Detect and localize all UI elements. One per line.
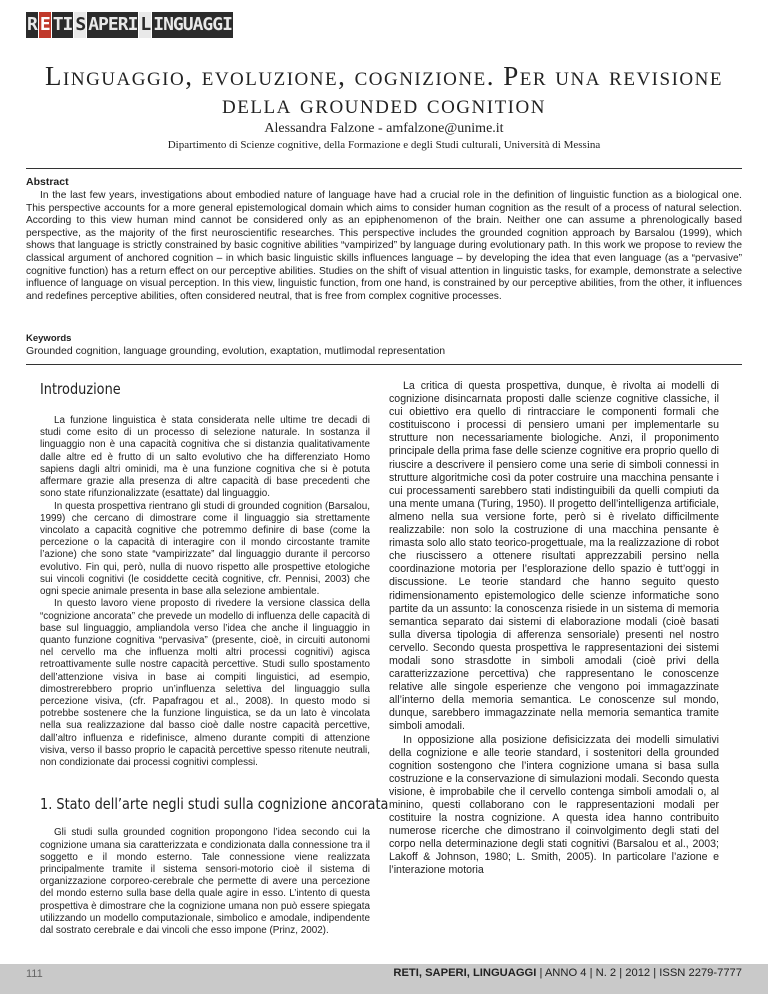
paragraph: La critica di questa prospettiva, dunque, è rivolta ai modelli di cognizione disincarnata proposti dalle scienze cognitive classiche, il cui obiettivo era quello di rintracciare le componenti formali che costituiscono i processi di pensiero umani per implementarle su strutture non necessariamente biologiche. Anzi, il proponimento principale della prima fase delle scienze cognitive era proprio quello di riuscire a descrivere il pensiero come una serie di simboli connessi in strutture algoritmiche così da poter costruire una macchina pensante i cui processamenti sarebbero stati indistinguibili da quelli compiuti da una mente umana (Turing, 1950). Il progetto dell’intelligenza artificiale, almeno nella sua versione forte, però si è rivelato difficilmente realizzabile: non solo la costruzione di una macchina pensante è rimasta solo allo stato teorico-progettuale, ma la realizzazione di robot che riuscissero a ottenere risultati apprezzabili persino nella coordinazione motoria per l’esplorazione dello spazio è tutt’oggi in discussione. Le teorie standard che hanno seguito questo ridimensionamento epistemologico delle scienze informatiche sono partite da un assunto: la conoscenza risiede in un sistema di memoria semantica separato dai sistemi di elaborazione modali (cioè basati sulla diversa tipologia di afferenza sensoriale) presenti nel nostro cervello. Secondo questa prospettiva le rappresentazioni dei sistemi modali sono strasdotte in simboli amodali (cioè privi della caratterizzazione percettiva) che rappresentano le conoscenze relative alle singole esperienze che vengono poi immagazzinate all’interno della memoria semantica. Le conoscenze sul mondo, dunque, sarebbero immagazzinate nella memoria semantica tramite simboli amodali. bbox=[389, 380, 719, 733]
logo-part: INGUAGGI bbox=[152, 12, 233, 38]
logo-part: E bbox=[39, 12, 51, 38]
bottom-divider bbox=[26, 364, 742, 365]
abstract-heading: Abstract bbox=[26, 176, 69, 188]
logo-part: L bbox=[139, 12, 151, 38]
journal-issue: | ANNO 4 | N. 2 | 2012 | ISSN 2279-7777 bbox=[536, 967, 742, 979]
logo-part: S bbox=[74, 12, 86, 38]
journal-logo bbox=[26, 12, 233, 38]
logo-part: R bbox=[26, 12, 38, 38]
keywords-text: Grounded cognition, language grounding, evolution, exaptation, mutlimodal representation bbox=[26, 345, 446, 357]
logo-part: APERI bbox=[87, 12, 138, 38]
journal-name: RETI, SAPERI, LINGUAGGI bbox=[393, 967, 537, 979]
paragraph: Gli studi sulla grounded cognition propongono l’idea secondo cui la cognizione umana sia caratterizzata e condizionata dalla connessione tra il soggetto e il mondo esterno. Tale connessione viene realizzata principalmente tramite il sistema sensori-motorio cioè il sistema di organizzazione corporeo-cerebrale che permette di avere una percezione del mondo esterno sulla base della quale agire in esso. L’intento di questa prospettiva è dimostrare che la cognizione umana non può essere spiegata utilizzando un modello computazionale, simbolico e amodale, indipendente dal sostrato cerebrale e dai vincoli che esso impone (Prinz, 2002). bbox=[40, 827, 370, 937]
paragraph: In questo lavoro viene proposto di rivedere la versione classica della “cognizione ancorata” che prevede un modello di influenza delle capacità di base sul linguaggio, ampliandola verso l’idea che anche il linguaggio in quanto funzione cognitiva “pervasiva” (presente, cioè, in circuiti autonomi nel cervello ma che influenza molti altri processi cognitivi) agisca retroattivamente sulle nostre capacità percettive. Studi sullo spostamento dell’attenzione visiva in base ai compiti linguistici, ad esempio, dimostrerebbero proprio un’influenza selettiva del linguaggio sulla percezione visiva, (cfr. Papafragou et al., 2008). In questo modo si potrebbe sostenere che la funzione linguistica, se da un lato è vincolata nella sua realizzazione dal basso cioè dalle nostre capacità percettive, dall’altro influenza e ridefinisce, almeno durante compiti di attenzione visiva, verso il basso proprio le capacità percettive spesso ritenute neutrali, non condizionate dai processi cognitivi complessi. bbox=[40, 598, 370, 769]
keywords-heading: Keywords bbox=[26, 333, 72, 344]
article-affiliation: Dipartimento di Scienze cognitive, della Formazione e degli Studi culturali, Università di Messina bbox=[167, 139, 601, 151]
logo-part: TI bbox=[52, 12, 74, 38]
section-heading-intro: Introduzione bbox=[40, 380, 121, 398]
article-title: Linguaggio, evoluzione, cognizione. Per una revisione della grounded cognition bbox=[45, 61, 723, 119]
journal-footer bbox=[393, 967, 742, 979]
abstract-text: In the last few years, investigations about embodied nature of language have had a crucial role in the definition of linguistic function as a biological one. This perspective accounts for a more general epistemological domain which aims to consider human cognition as the result of a process of natural selection. According to this view human mind cannot be considered only as an epiphenomenon of the brain. Neither one can assume a phrenologically based perspective, as the majority of the first neuroscientific researches. This perspective includes the grounded cognition approach by Barsalou (1999), which shows that language is strictly constrained by basic cognitive abilities “vampirized” by language during evolutionary path. In this work we propose to review the classical argument of anchored cognition – in which basic linguistic skills influences language – by developing the idea that even language (as a “pervasive” cognitive function) has a return effect on our perceptive abilities. Studies on the shift of visual attention in linguistic tasks, for example, demonstrate a selective influence of language on visual perception. In this view, linguistic function, from one hand, is constrained by our perceptive abilities, from the other, it influences and redefines perceptive abilities, often considered neutral, that is free from complex cognitive processes. bbox=[26, 190, 742, 302]
page-number: 111 bbox=[26, 968, 43, 980]
paragraph: In questa prospettiva rientrano gli studi di grounded cognition (Barsalou, 1999) che cercano di dimostrare come il linguaggio sia strettamente vincolato a capacità cognitive che potremmo definire di base (come la percezione o la capacità di interagire con il mondo circostante tramite l’azione) che sono state “vampirizzate” dal linguaggio durante il percorso evolutivo. Fin qui, però, nulla di nuovo rispetto alle prospettive etologiche sui vincoli cognitivi (le cosiddette cecità cognitive, cfr. Pennisi, 2003) che ogni specie animale presenta in base alla selezione ambientale. bbox=[40, 500, 370, 598]
article-author: Alessandra Falzone - amfalzone@unime.it bbox=[264, 121, 504, 136]
paragraph: In opposizione alla posizione defisicizzata dei modelli simulativi della cognizione e alle teorie standard, i sostenitori della grounded cognition sostengono che l’intera cognizione umana si basa sulla costruzione e la conservazione di simulazioni modali. Secondo questa visione, è improbabile che il cervello contenga simboli amodali o, al minino, questi collaborano con le rappresentazioni modali per costituire la nostra cognizione. A questa idea hanno contribuito numerose ricerche che dimostrano il coinvolgimento degli stati del corpo nella determinazione degli stati cognitivi (Barsalou et al., 2003; Lakoff & Johnson, 1980; L. Smith, 2005). In particolare l’azione e l’interazione motoria bbox=[389, 733, 719, 877]
body-column-right bbox=[389, 380, 719, 878]
section-heading-1: 1. Stato dell’arte negli studi sulla cognizione ancorata bbox=[40, 795, 389, 814]
body-column-left bbox=[40, 380, 389, 937]
top-divider bbox=[26, 168, 742, 169]
paragraph: La funzione linguistica è stata considerata nelle ultime tre decadi di studi come esito di un processo di selezione naturale. In sostanza il linguaggio non è una capacità cognitiva che si distanzia qualitativamente dalle altre ed è frutto di un salto evolutivo che ha differenziato Homo sapiens dagli altri ominidi, ma è una funzione cognitiva che si è potuta affermare grazie alla presenza di altre capacità di base precedenti che sono state rifunzionalizzate (esattate) dal linguaggio. bbox=[40, 415, 370, 500]
